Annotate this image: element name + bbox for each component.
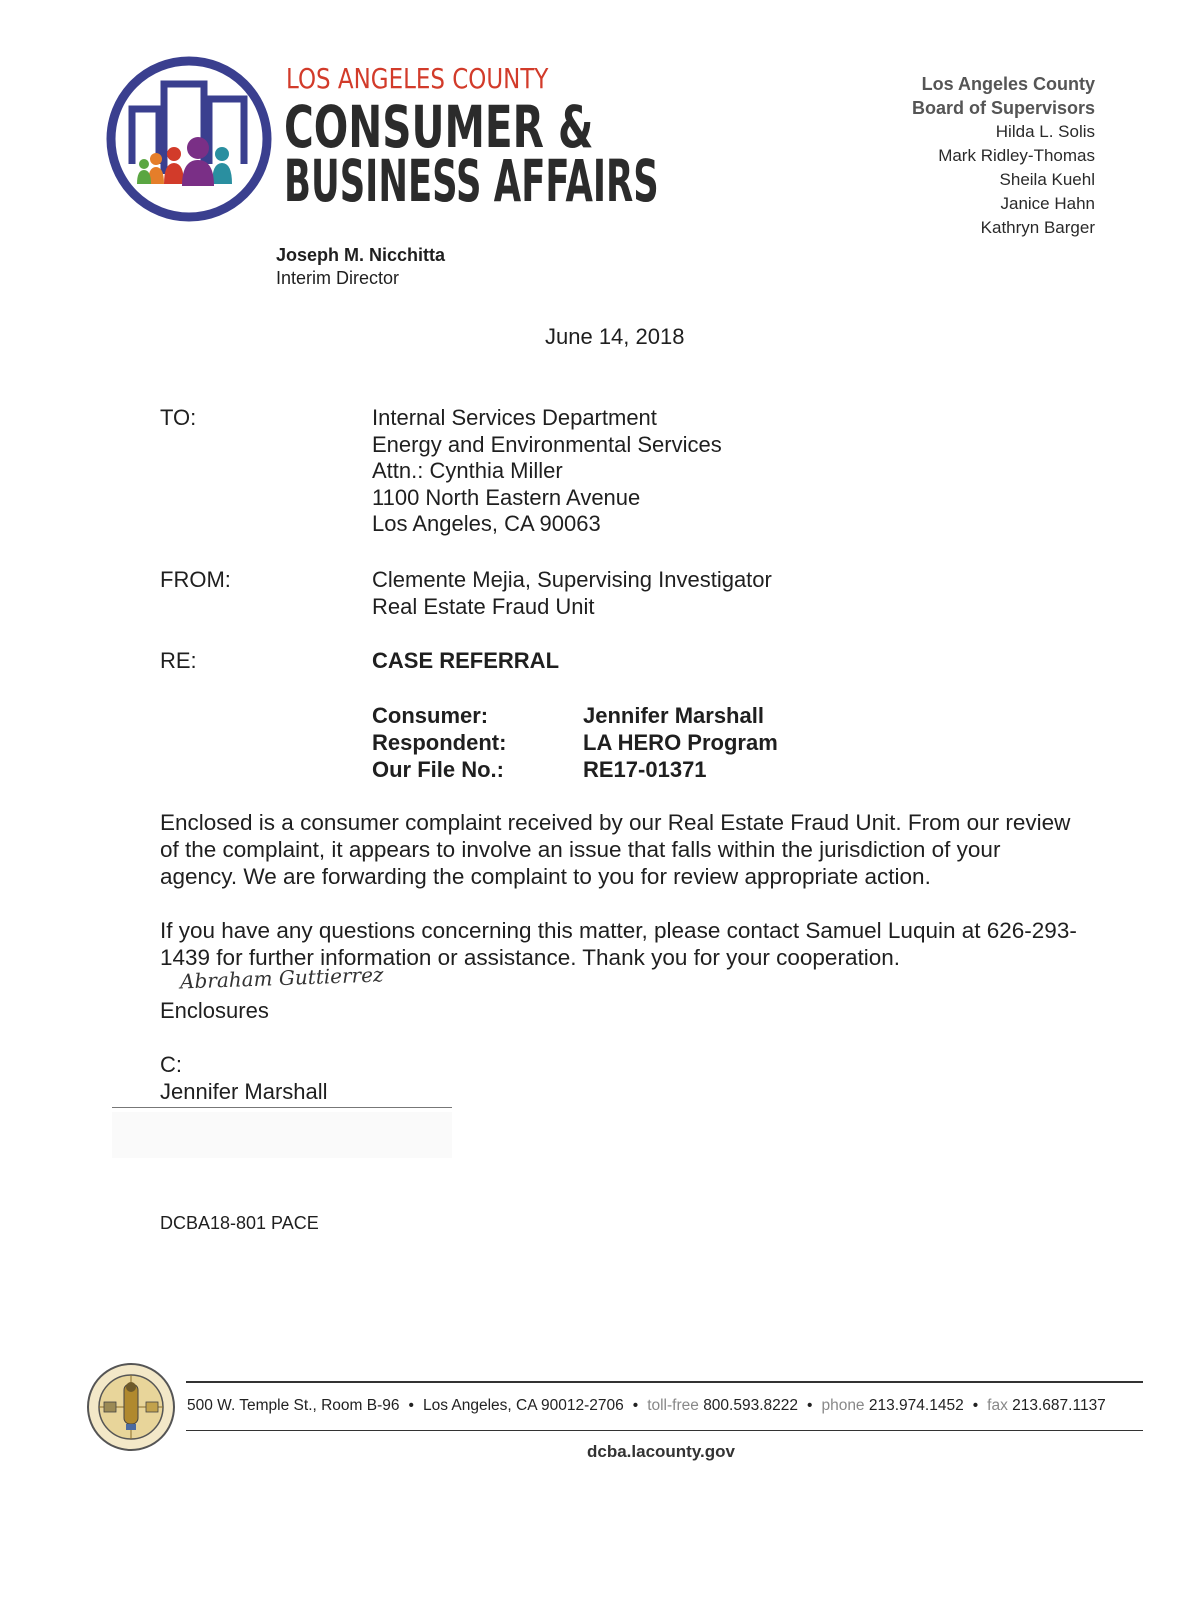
case-details <box>372 702 778 783</box>
handwritten-signature: Abraham Guttierrez <box>179 962 384 994</box>
cc-name: Jennifer Marshall <box>160 1079 328 1104</box>
to-address <box>372 405 722 538</box>
dcba-logo-icon <box>104 54 274 224</box>
re-label: RE: <box>160 648 197 673</box>
board-member: Sheila Kuehl <box>999 170 1095 189</box>
director-name: Joseph M. Nicchitta <box>276 245 446 265</box>
from-line: Clemente Mejia, Supervising Investigator <box>372 567 772 592</box>
director-title: Interim Director <box>276 268 400 288</box>
cc-divider <box>112 1107 452 1108</box>
case-row-consumer <box>372 702 778 729</box>
phone-label: phone <box>821 1397 865 1414</box>
enclosures-label: Enclosures <box>160 998 269 1023</box>
board-member: Hilda L. Solis <box>995 122 1095 141</box>
org-line-county: LOS ANGELES COUNTY <box>286 62 549 95</box>
footer-contact-line: 500 W. Temple St., Room B-96 • Los Angeles, CA 90012-2706 • toll-free 800.593.8222 • phone 213.974.1452 • fax 213.687.1137 <box>187 1397 1106 1414</box>
case-row-respondent <box>372 729 778 756</box>
re-subject: CASE REFERRAL <box>372 648 560 673</box>
to-line: Energy and Environmental Services <box>372 431 722 457</box>
footer-address: 500 W. Temple St., Room B-96 <box>187 1397 400 1414</box>
footer-bottom-rule <box>186 1430 1143 1431</box>
fax-label: fax <box>987 1397 1008 1414</box>
tollfree-label: toll-free <box>647 1397 699 1414</box>
board-member: Mark Ridley-Thomas <box>938 146 1095 165</box>
body-paragraph-1: Enclosed is a consumer complaint received by our Real Estate Fraud Unit. From our review of the complaint, it appears to involve an issue that falls within the jurisdiction of your agency. We are forwarding the complaint to you for review appropriate action. <box>160 810 1071 889</box>
respondent-label: Respondent: <box>372 730 507 755</box>
phone-number: 213.974.1452 <box>868 1397 964 1414</box>
to-label: TO: <box>160 405 197 430</box>
footer-city: Los Angeles, CA 90012-2706 <box>422 1397 624 1414</box>
tollfree-number: 800.593.8222 <box>703 1397 799 1414</box>
body-paragraph-2: If you have any questions concerning this matter, please contact Samuel Luquin at 626-293-1439 for further information or assistance. Thank you for your cooperation. <box>160 918 1077 970</box>
consumer-value: Jennifer Marshall <box>583 703 764 728</box>
fax-number: 213.687.1137 <box>1012 1397 1106 1414</box>
redacted-area <box>112 1112 452 1158</box>
board-of-supervisors <box>912 72 1095 240</box>
from-label: FROM: <box>160 567 231 592</box>
consumer-label: Consumer: <box>372 703 489 728</box>
cc-label: C: <box>160 1052 182 1077</box>
letter-date: June 14, 2018 <box>545 324 685 349</box>
file-value: RE17-01371 <box>583 757 707 782</box>
board-title-2: Board of Supervisors <box>911 98 1095 118</box>
org-line-consumer: CONSUMER & <box>284 93 594 161</box>
website-link[interactable]: dcba.lacounty.gov <box>587 1442 735 1461</box>
case-row-file <box>372 756 778 783</box>
reference-code: DCBA18-801 PACE <box>160 1213 319 1233</box>
board-member: Kathryn Barger <box>980 218 1095 237</box>
from-line: Real Estate Fraud Unit <box>372 593 595 619</box>
from-block <box>372 567 772 620</box>
county-seal-icon <box>86 1362 176 1452</box>
to-line: Attn.: Cynthia Miller <box>372 458 563 483</box>
respondent-value: LA HERO Program <box>583 730 778 755</box>
footer-top-rule <box>186 1381 1143 1383</box>
to-line: Internal Services Department <box>372 405 657 430</box>
board-member: Janice Hahn <box>1000 194 1095 213</box>
to-line: Los Angeles, CA 90063 <box>372 511 601 536</box>
org-line-business: BUSINESS AFFAIRS <box>284 147 659 215</box>
file-label: Our File No.: <box>372 757 504 782</box>
to-line: 1100 North Eastern Avenue <box>372 484 641 510</box>
board-title-1: Los Angeles County <box>921 74 1095 94</box>
director-block <box>276 244 445 290</box>
